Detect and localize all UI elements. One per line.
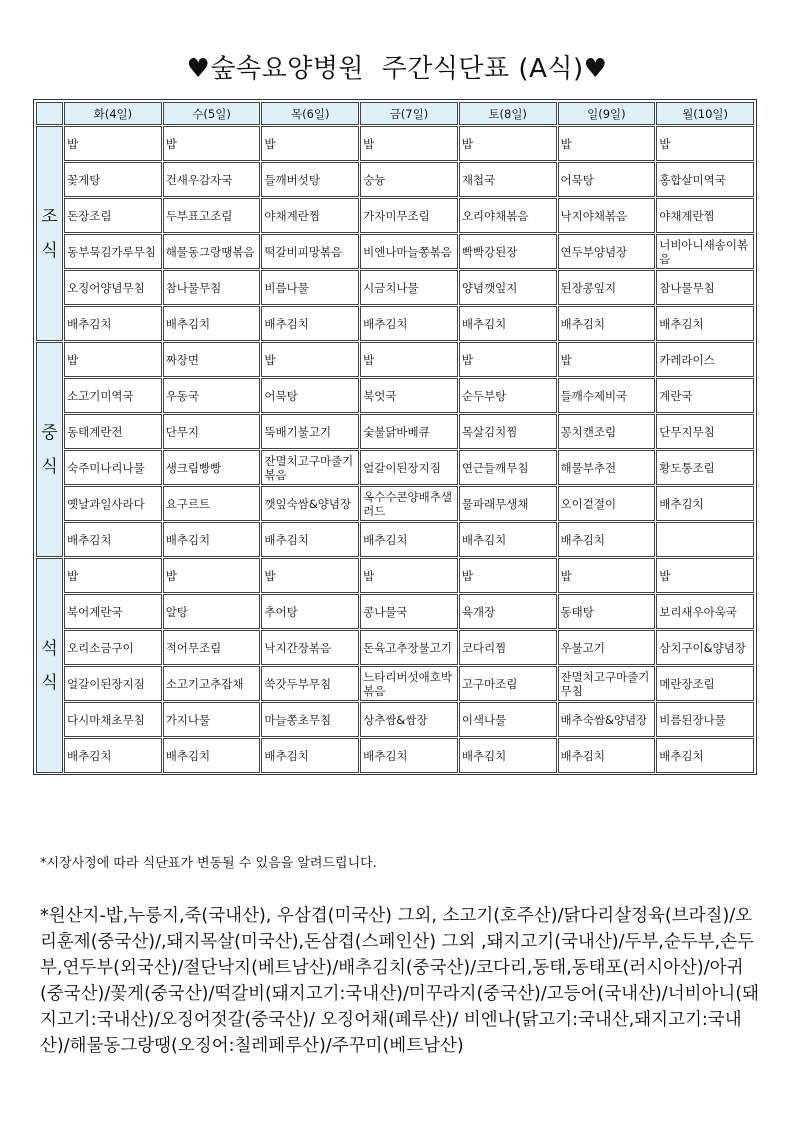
menu-item: 배추김치 [261, 306, 359, 341]
menu-row [36, 126, 754, 161]
day-header-row [36, 102, 754, 125]
menu-item: 밥 [163, 126, 261, 161]
menu-item: 숯불닭바베큐 [360, 414, 458, 449]
menu-item: 너비아니새송이볶음 [656, 234, 754, 269]
meal-label: 조 식 [36, 126, 63, 341]
menu-item: 돈육고추장불고기 [360, 630, 458, 665]
menu-item: 짜장면 [163, 342, 261, 377]
menu-item: 비엔나마늘쫑볶음 [360, 234, 458, 269]
menu-item: 연두부양념장 [558, 234, 656, 269]
menu-item: 알탕 [163, 594, 261, 629]
menu-item: 숭늉 [360, 162, 458, 197]
menu-item: 동태탕 [558, 594, 656, 629]
menu-item: 우동국 [163, 378, 261, 413]
menu-item: 뚝배기불고기 [261, 414, 359, 449]
menu-item: 밥 [64, 126, 162, 161]
menu-item: 어묵탕 [261, 378, 359, 413]
menu-item: 잔멸치고구마줄기무침 [558, 666, 656, 701]
menu-item: 밥 [558, 126, 656, 161]
menu-item: 옛날과일사라다 [64, 486, 162, 521]
menu-item: 밥 [64, 558, 162, 593]
menu-item: 밥 [360, 558, 458, 593]
menu-item: 배추김치 [64, 522, 162, 557]
menu-item: 상추쌈&쌈장 [360, 702, 458, 737]
menu-item: 콩나물국 [360, 594, 458, 629]
menu-item: 오리야채볶음 [459, 198, 557, 233]
menu-item: 북어계란국 [64, 594, 162, 629]
menu-item: 생크림빵빵 [163, 450, 261, 485]
menu-item: 숙주미나리나물 [64, 450, 162, 485]
menu-item: 재첩국 [459, 162, 557, 197]
menu-item: 북엇국 [360, 378, 458, 413]
menu-item: 동부묵김가루무침 [64, 234, 162, 269]
menu-item: 옥수수콘양배추샐러드 [360, 486, 458, 521]
menu-item: 배추김치 [163, 522, 261, 557]
day-header: 수(5일) [163, 102, 261, 125]
menu-item: 배추김치 [558, 306, 656, 341]
menu-row [36, 234, 754, 269]
menu-item: 배추숙쌈&양념장 [558, 702, 656, 737]
menu-item: 육개장 [459, 594, 557, 629]
menu-row [36, 594, 754, 629]
menu-item: 배추김치 [656, 486, 754, 521]
menu-item: 밥 [459, 342, 557, 377]
meal-label: 중 식 [36, 342, 63, 557]
menu-row [36, 558, 754, 593]
menu-item: 소고기미역국 [64, 378, 162, 413]
menu-item: 밥 [261, 126, 359, 161]
menu-item: 참나물무침 [656, 270, 754, 305]
menu-item: 카레라이스 [656, 342, 754, 377]
menu-item: 밥 [163, 558, 261, 593]
menu-row [36, 306, 754, 341]
menu-item: 삼치구이&양념장 [656, 630, 754, 665]
menu-item: 배추김치 [64, 738, 162, 773]
menu-item: 밥 [261, 342, 359, 377]
menu-item: 물파래무생채 [459, 486, 557, 521]
menu-item: 보리새우아욱국 [656, 594, 754, 629]
menu-item: 낙지간장볶음 [261, 630, 359, 665]
menu-item: 배추김치 [163, 738, 261, 773]
weekly-menu-table [33, 99, 757, 775]
day-header: 월(10일) [656, 102, 754, 125]
day-header: 화(4일) [64, 102, 162, 125]
menu-item: 마늘쫑초무침 [261, 702, 359, 737]
menu-item: 양념깻잎지 [459, 270, 557, 305]
menu-item: 떡갈비피망볶음 [261, 234, 359, 269]
menu-item: 배추김치 [163, 306, 261, 341]
menu-item: 배추김치 [360, 522, 458, 557]
menu-item: 배추김치 [360, 306, 458, 341]
menu-item: 배추김치 [64, 306, 162, 341]
menu-row [36, 702, 754, 737]
menu-row [36, 162, 754, 197]
menu-item: 두부표고조림 [163, 198, 261, 233]
menu-item: 돈장조림 [64, 198, 162, 233]
menu-row [36, 738, 754, 773]
menu-item: 쑥갓두부무침 [261, 666, 359, 701]
menu-row [36, 198, 754, 233]
menu-item: 코다리찜 [459, 630, 557, 665]
menu-item: 배추김치 [656, 306, 754, 341]
menu-item: 연근들깨무침 [459, 450, 557, 485]
menu-row [36, 342, 754, 377]
menu-item: 적어무조림 [163, 630, 261, 665]
menu-item: 배추김치 [558, 738, 656, 773]
menu-item: 어묵탕 [558, 162, 656, 197]
menu-item: 잔멸치고구마줄기볶음 [261, 450, 359, 485]
menu-item: 가자미무조림 [360, 198, 458, 233]
menu-item: 추어탕 [261, 594, 359, 629]
meal-label: 석 식 [36, 558, 63, 773]
menu-item: 배추김치 [459, 738, 557, 773]
menu-item: 된장콩잎지 [558, 270, 656, 305]
menu-item: 빡빡강된장 [459, 234, 557, 269]
menu-item: 이색나물 [459, 702, 557, 737]
menu-row [36, 486, 754, 521]
menu-item: 들깨버섯탕 [261, 162, 359, 197]
menu-item: 밥 [656, 558, 754, 593]
menu-grid [35, 101, 755, 774]
menu-item: 배추김치 [261, 522, 359, 557]
menu-item: 야채계란찜 [261, 198, 359, 233]
menu-item: 배추김치 [459, 522, 557, 557]
menu-item: 참나물무침 [163, 270, 261, 305]
day-header: 금(7일) [360, 102, 458, 125]
menu-item: 배추김치 [459, 306, 557, 341]
menu-item: 들깨수제비국 [558, 378, 656, 413]
menu-item [656, 522, 754, 557]
menu-item: 오징어양념무침 [64, 270, 162, 305]
menu-item: 얼갈이된장지짐 [64, 666, 162, 701]
menu-row [36, 450, 754, 485]
day-header: 목(6일) [261, 102, 359, 125]
day-header: 토(8일) [459, 102, 557, 125]
menu-item: 비름나물 [261, 270, 359, 305]
menu-item: 가지나물 [163, 702, 261, 737]
menu-row [36, 522, 754, 557]
menu-item: 오이겉절이 [558, 486, 656, 521]
menu-item: 비름된장나물 [656, 702, 754, 737]
menu-row [36, 630, 754, 665]
menu-item: 메란장조림 [656, 666, 754, 701]
menu-item: 밥 [459, 126, 557, 161]
menu-row [36, 270, 754, 305]
page-title: ♥숲속요양병원 주간식단표 (A식)♥ [186, 54, 608, 84]
menu-item: 오리소금구이 [64, 630, 162, 665]
menu-item: 배추김치 [261, 738, 359, 773]
menu-item: 해물부추전 [558, 450, 656, 485]
menu-item: 홍합살미역국 [656, 162, 754, 197]
menu-item: 깻잎숙쌈&양념장 [261, 486, 359, 521]
menu-item: 야채계란찜 [656, 198, 754, 233]
change-notice: *시장사정에 따라 식단표가 변동될 수 있음을 알려드립니다. [40, 856, 377, 871]
menu-item: 요구르트 [163, 486, 261, 521]
menu-item: 얼갈이된장지짐 [360, 450, 458, 485]
menu-item: 고구마조림 [459, 666, 557, 701]
menu-item: 순두부탕 [459, 378, 557, 413]
menu-item: 건새우감자국 [163, 162, 261, 197]
menu-item: 계란국 [656, 378, 754, 413]
menu-item: 꽃게탕 [64, 162, 162, 197]
menu-row [36, 378, 754, 413]
menu-item: 밥 [360, 126, 458, 161]
origin-notice: *원산지-밥,누룽지,죽(국내산), 우삼겹(미국산) 그외, 소고기(호주산)/닭다리살정육(브라질)/오리훈제(중국산)/,돼지목살(미국산),돈삼겹(스페인산) 그외 ,돼지고기(국내산)/두부,순두부,손두부,연두부(외국산)/절단낙지(베트남산)/배추김치(중국산)/코다리,동태,동태포(러시아산)/아귀(중국산)/꽃게(중국산)/떡갈비(돼지고기:국내산)/미꾸라지(중국산)/고등어(국내산)/너비아니(돼지고기:국내산)/오징어젓갈(중국산)/ 오징어채(페루산)/ 비엔나(닭고기:국내산,돼지고기:국내산)/해물동그랑땡(오징어:칠레페루산)/주꾸미(베트남산) [40, 906, 760, 1056]
menu-item: 밥 [360, 342, 458, 377]
menu-item: 밥 [558, 558, 656, 593]
menu-item: 다시마채초무침 [64, 702, 162, 737]
menu-item: 밥 [261, 558, 359, 593]
menu-item: 단무지무침 [656, 414, 754, 449]
menu-item: 밥 [64, 342, 162, 377]
header-corner [36, 102, 63, 125]
menu-item: 동태계란전 [64, 414, 162, 449]
menu-item: 낙지야채볶음 [558, 198, 656, 233]
menu-item: 밥 [459, 558, 557, 593]
day-header: 일(9일) [558, 102, 656, 125]
menu-item: 밥 [656, 126, 754, 161]
menu-row [36, 666, 754, 701]
menu-item: 시금치나물 [360, 270, 458, 305]
menu-item: 해물동그랑땡볶음 [163, 234, 261, 269]
menu-item: 밥 [558, 342, 656, 377]
menu-row [36, 414, 754, 449]
menu-item: 배추김치 [558, 522, 656, 557]
menu-item: 배추김치 [360, 738, 458, 773]
menu-item: 우불고기 [558, 630, 656, 665]
menu-item: 꽁치캔조림 [558, 414, 656, 449]
menu-item: 배추김치 [656, 738, 754, 773]
menu-item: 소고기고추잡채 [163, 666, 261, 701]
menu-item: 단무지 [163, 414, 261, 449]
menu-item: 황도통조림 [656, 450, 754, 485]
menu-item: 느타리버섯애호박볶음 [360, 666, 458, 701]
menu-item: 목살김치찜 [459, 414, 557, 449]
